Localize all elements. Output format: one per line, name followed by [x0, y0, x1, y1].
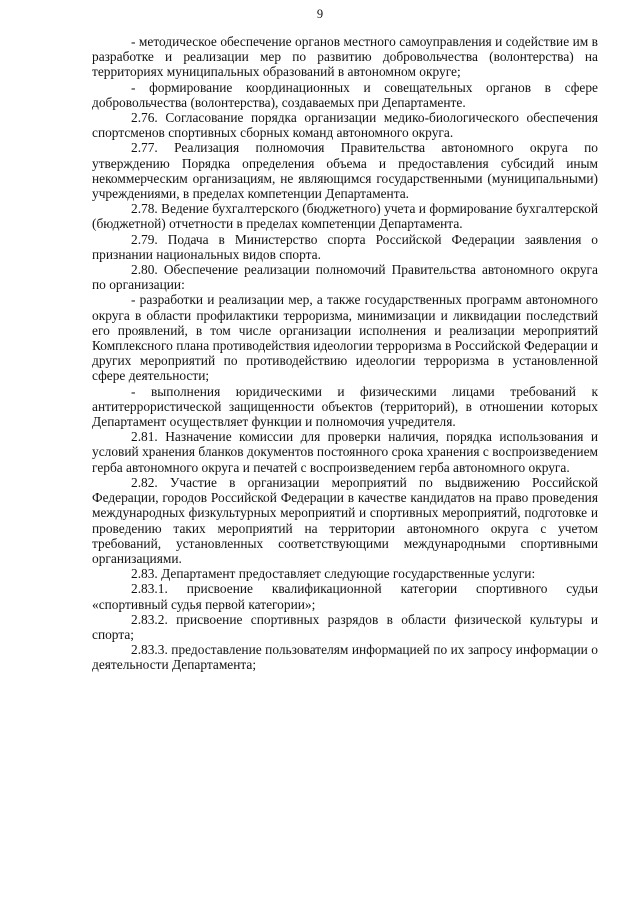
paragraph-methodical-support: - методическое обеспечение органов местного самоуправления и содействие им в разработке и реализации мер по развитию добровольчества (волонтерства) на территориях муниципальных образований в автономном округе;	[92, 34, 598, 80]
paragraph-2-80-terrorism-prevention: - разработки и реализации мер, а также государственных программ автономного округа в области профилактики терроризма, минимизации и ликвидации последствий его проявлений, в том числе организации исполнения и реализации мероприятий Комплексного плана противодействия идеологии терроризма в Российской Федерации и других мероприятий по противодействию идеологии терроризма в установленной сфере деятельности;	[92, 292, 598, 384]
paragraph-2-76: 2.76. Согласование порядка организации медико-биологического обеспечения спортсменов спортивных сборных команд автономного округа.	[92, 110, 598, 141]
paragraph-2-83-2: 2.83.2. присвоение спортивных разрядов в области физической культуры и спорта;	[92, 611, 598, 642]
paragraph-2-83-3: 2.83.3. предоставление пользователям информацией по их запросу информации о деятельности Департамента;	[92, 642, 598, 673]
document-body	[92, 34, 598, 673]
paragraph-2-79: 2.79. Подача в Министерство спорта Российской Федерации заявления о признании национальных видов спорта.	[92, 231, 598, 262]
paragraph-2-82: 2.82. Участие в организации мероприятий по выдвижению Российской Федерации, городов Российской Федерации в качестве кандидатов на право проведения международных физкультурных мероприятий и спортивных мероприятий, подготовке и проведению таких мероприятий на территории автономного округа с учетом требований, установленных соответствующими международными спортивными организациями.	[92, 474, 598, 566]
paragraph-coordination-bodies: - формирование координационных и совещательных органов в сфере добровольчества (волонтерства), создаваемых при Департаменте.	[92, 79, 598, 110]
paragraph-2-81: 2.81. Назначение комиссии для проверки наличия, порядка использования и условий хранения бланков документов постоянного срока хранения с воспроизведением герба автономного округа и печатей с воспроизведением герба автономного округа.	[92, 429, 598, 475]
page-number: 9	[316, 7, 324, 21]
paragraph-2-80: 2.80. Обеспечение реализации полномочий Правительства автономного округа по организации:	[92, 262, 598, 293]
paragraph-2-78: 2.78. Ведение бухгалтерского (бюджетного) учета и формирование бухгалтерской (бюджетной) отчетности в пределах компетенции Департамента.	[92, 201, 598, 232]
paragraph-2-77: 2.77. Реализация полномочия Правительства автономного округа по утверждению Порядка определения объема и предоставления субсидий иным некоммерческим организациям, не являющимся государственными (муниципальными) учреждениями, в пределах компетенции Департамента.	[92, 140, 598, 202]
paragraph-2-80-antiterror-protection: - выполнения юридическими и физическими лицами требований к антитеррористической защищенности объектов (территорий), в отношении которых Департамент осуществляет функции и полномочия учредителя.	[92, 383, 598, 430]
paragraph-2-83-1: 2.83.1. присвоение квалификационной категории спортивного судьи «спортивный судья первой категории»;	[92, 581, 598, 612]
paragraph-2-83: 2.83. Департамент предоставляет следующие государственные услуги:	[131, 566, 536, 582]
